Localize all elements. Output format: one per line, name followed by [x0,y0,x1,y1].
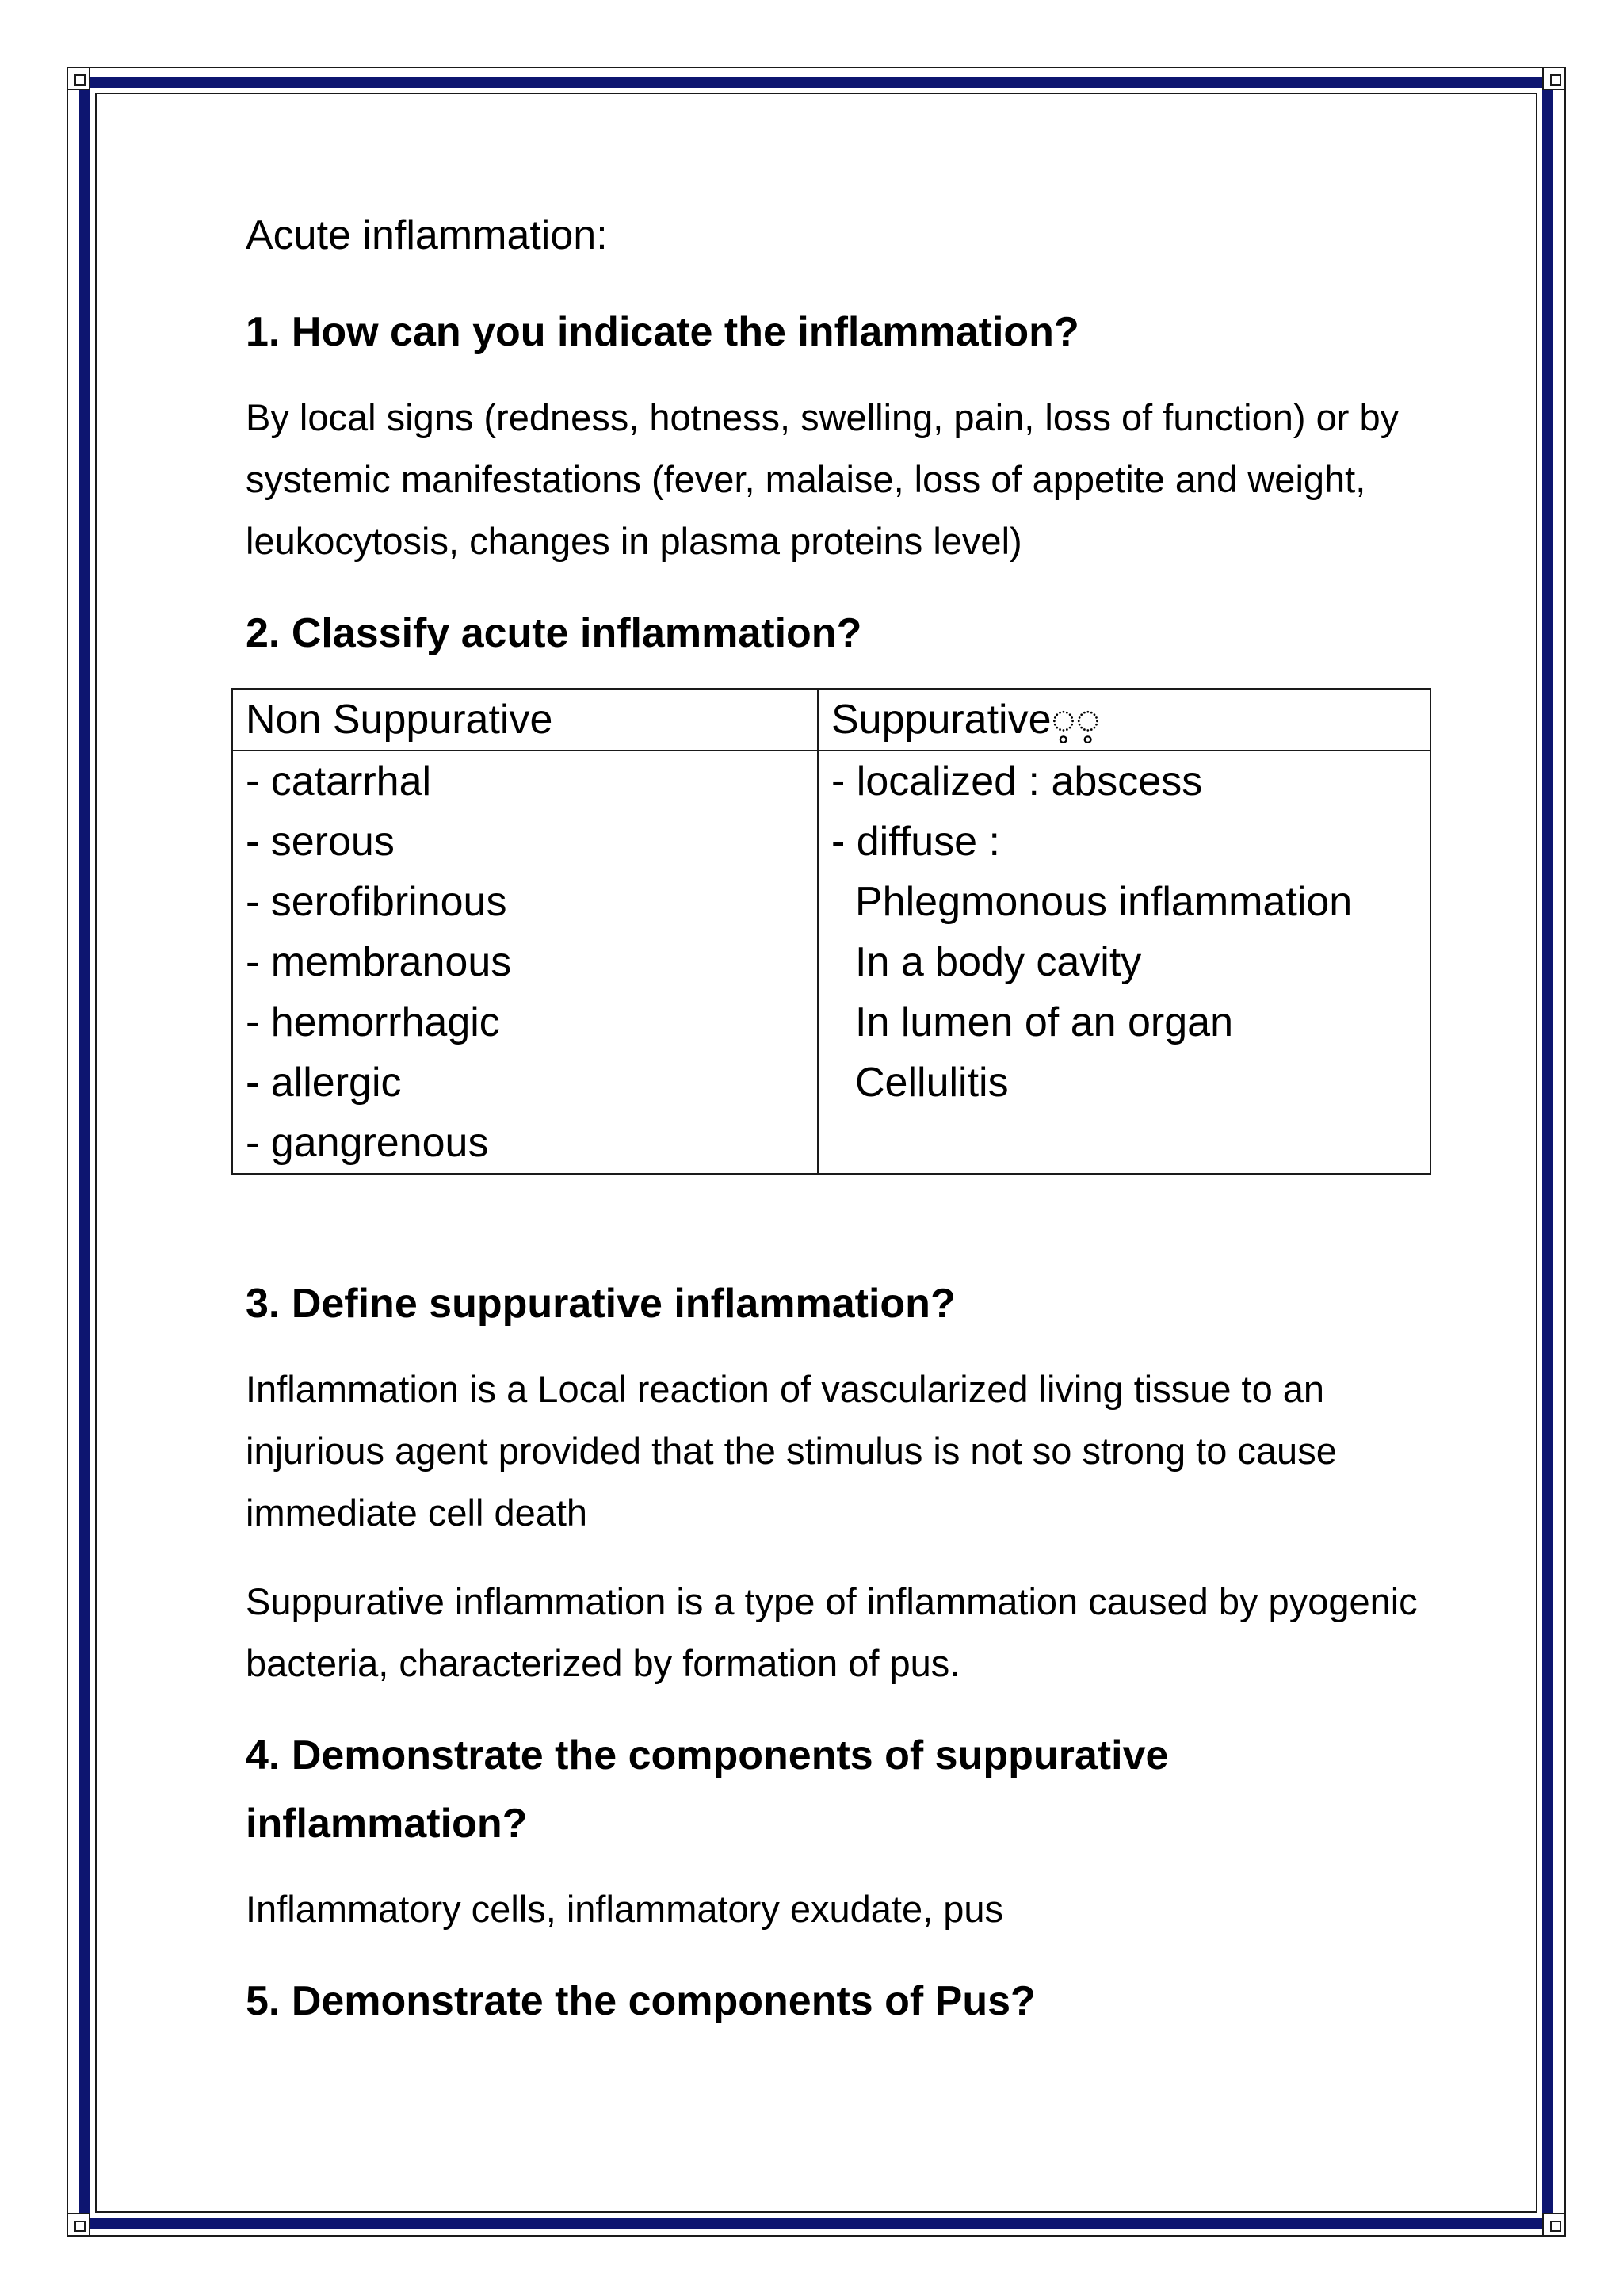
header-suppurative-label: Suppurative [831,697,1052,743]
list-subitem: Cellulitis [855,1060,1009,1106]
border-corner-ornament [1542,2213,1566,2237]
answer-1: By local signs (redness, hotness, swelling, pain, loss of function) or by systemic manifestations (fever, malaise, loss of appetite and weight, leukocytosis, changes in plasma proteins level) [246,396,1400,562]
question-5: 5. Demonstrate the components of Pus? [246,1978,1036,2024]
question-4: 4. Demonstrate the components of suppurative inflammation? [246,1733,1169,1847]
non-suppurative-list [232,751,818,1174]
classification-table [231,688,1431,1175]
list-subitem: In a body cavity [855,939,1142,985]
border-corner-ornament [67,67,90,90]
answer-4: Inflammatory cells, inflammatory exudate, pus [246,1888,1004,1930]
question-2: 2. Classify acute inflammation? [246,610,862,656]
border-corner-ornament [67,2213,90,2237]
list-subitem: In lumen of an organ [855,999,1233,1045]
document-title: Acute inflammation: [246,212,608,258]
header-suppurative [818,689,1430,751]
table-header-row [232,689,1430,751]
list-item: - diffuse : [831,819,1000,865]
list-item: - serous [246,819,395,865]
header-suppurative-marks: ◌̥◌̥ [1051,697,1101,743]
answer-3-suppurative: Suppurative inflammation is a type of inflammation caused by pyogenic bacteria, characterized by formation of pus. [246,1580,1418,1684]
question-3: 3. Define suppurative inflammation? [246,1281,956,1327]
list-item: - catarrhal [246,758,432,804]
list-item: - localized : abscess [831,758,1203,804]
border-corner-ornament [1542,67,1566,90]
header-non-suppurative: Non Suppurative [232,689,818,751]
section-spacer [246,1175,1434,1270]
list-item: - membranous [246,939,512,985]
suppurative-list [818,751,1430,1174]
table-row [232,751,1430,1174]
question-1: 1. How can you indicate the inflammation? [246,309,1079,355]
list-item: - serofibrinous [246,879,507,925]
list-item: - gangrenous [246,1120,489,1166]
list-item: - allergic [246,1060,402,1106]
list-item: - hemorrhagic [246,999,500,1045]
document-body [246,208,1434,2056]
answer-3-definition: Inflammation is a Local reaction of vascularized living tissue to an injurious agent provided that the stimulus is not so strong to cause immediate cell death [246,1368,1337,1534]
list-subitem: Phlegmonous inflammation [855,879,1353,925]
